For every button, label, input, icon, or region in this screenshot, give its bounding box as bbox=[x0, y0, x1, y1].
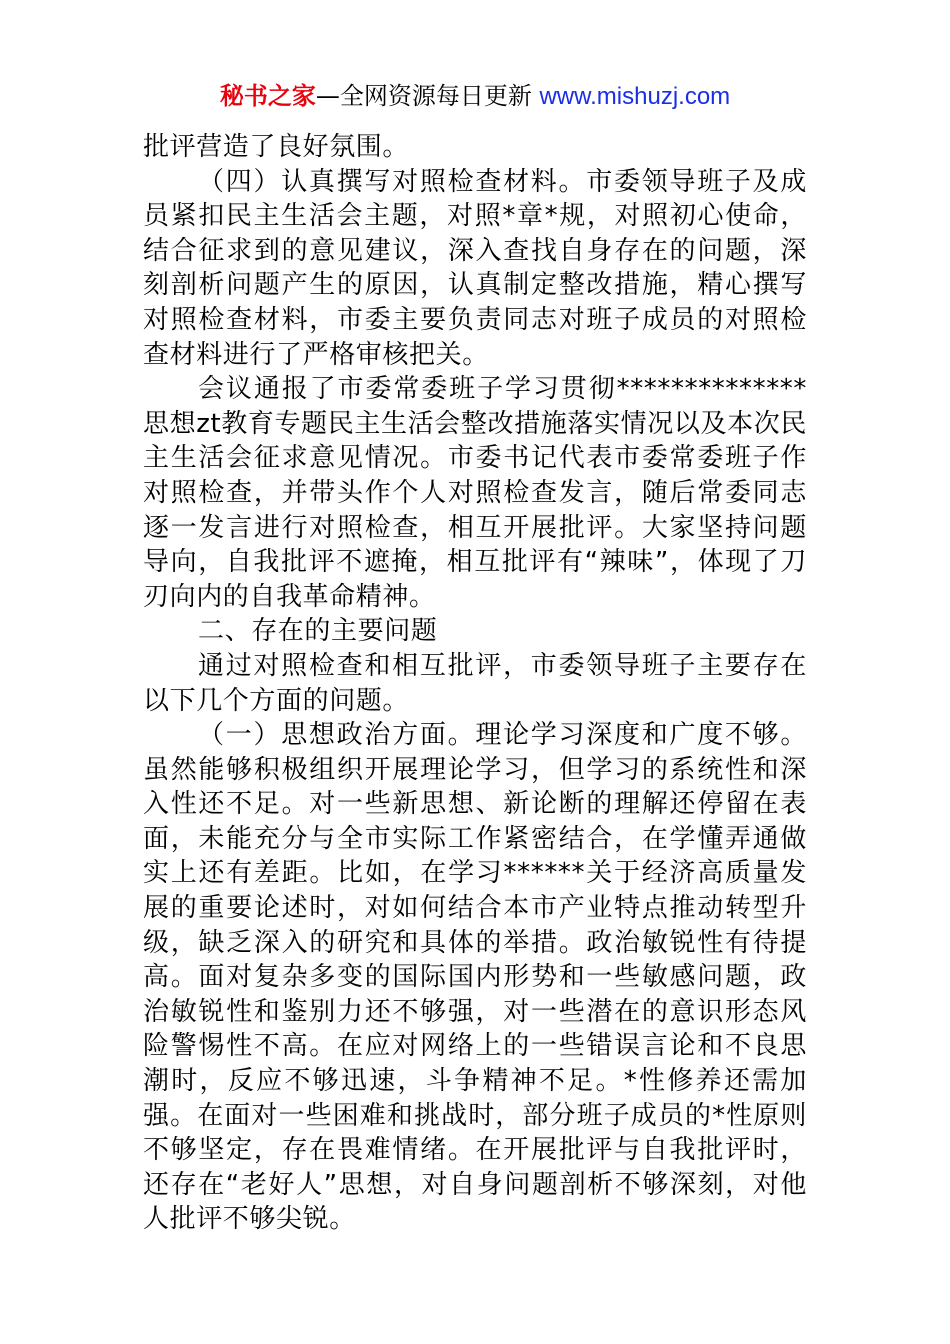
paragraph-continuation: 批评营造了良好氛围。 bbox=[143, 132, 410, 162]
site-brand-name: 秘书之家 bbox=[219, 82, 316, 110]
section-heading-main-problems: 二、存在的主要问题 bbox=[198, 616, 438, 647]
document-body bbox=[143, 130, 807, 1237]
paragraph-section-four: （四）认真撰写对照检查材料。市委领导班子及成员紧扣民主生活会主题，对照*章*规，对照初心使命，结合征求到的意见建议，深入查找自身存在的问题，深刻剖析问题产生的原因，认真制定整改措施，精心撰写对照检查材料，市委主要负责同志对班子成员的对照检查材料进行了严格审核把关。 bbox=[143, 166, 807, 370]
site-tagline: —全网资源每日更新 bbox=[315, 82, 540, 110]
paragraph-problems-intro: 通过对照检查和相互批评，市委领导班子主要存在以下几个方面的问题。 bbox=[143, 650, 807, 716]
site-watermark-header bbox=[0, 78, 950, 115]
site-url: www.mishuzj.com bbox=[539, 83, 731, 110]
paragraph-meeting-report: 会议通报了市委常委班子学习贯彻**************思想zt教育专题民主生活会整改措施落实情况以及本次民主生活会征求意见情况。市委书记代表市委常委班子作对照检查，并带头作个人对照检查发言，随后常委同志逐一发言进行对照检查，相互开展批评。大家坚持问题导向，自我批评不遮掩，相互批评有“辣味”，体现了刀刃向内的自我革命精神。 bbox=[143, 374, 807, 612]
paragraph-ideological-political: （一）思想政治方面。理论学习深度和广度不够。虽然能够积极组织开展理论学习，但学习的系统性和深入性还不足。对一些新思想、新论断的理解还停留在表面，未能充分与全市实际工作紧密结合，在学懂弄通做实上还有差距。比如，在学习******关于经济高质量发展的重要论述时，对如何结合本市产业特点推动转型升级，缺乏深入的研究和具体的举措。政治敏锐性有待提高。面对复杂多变的国际国内形势和一些敏感问题，政治敏锐性和鉴别力还不够强，对一些潜在的意识形态风险警惕性不高。在应对网络上的一些错误言论和不良思潮时，反应不够迅速，斗争精神不足。*性修养还需加强。在面对一些困难和挑战时，部分班子成员的*性原则不够坚定，存在畏难情绪。在开展批评与自我批评时，还存在“老好人”思想，对自身问题剖析不够深刻，对他人批评不够尖锐。 bbox=[143, 720, 807, 1235]
